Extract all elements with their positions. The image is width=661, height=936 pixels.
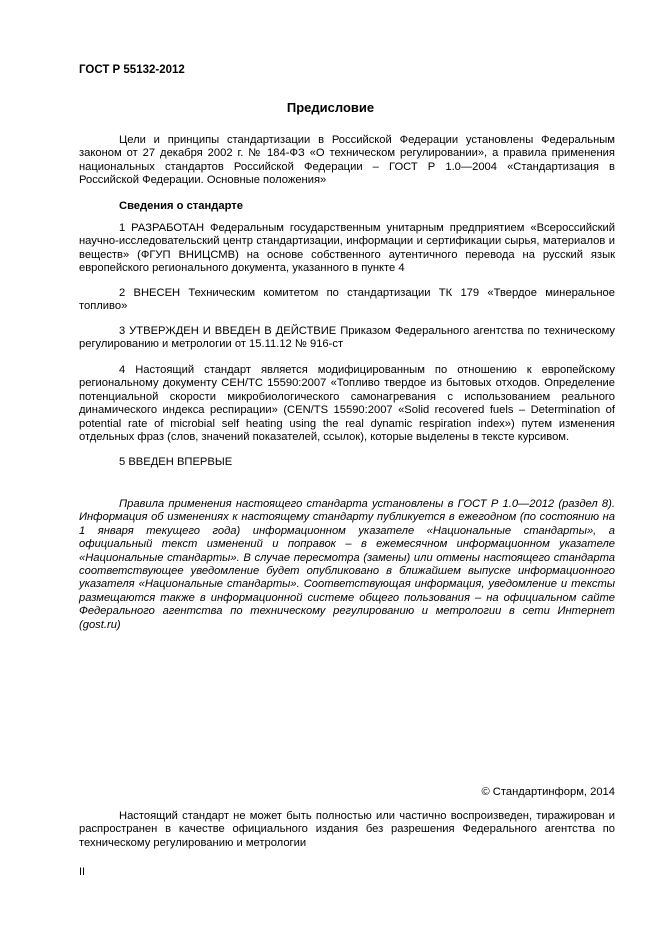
list-item-5: 5 ВВЕДЕН ВПЕРВЫЕ xyxy=(119,456,233,468)
page-number: II xyxy=(79,866,86,878)
section-heading: Сведения о стандарте xyxy=(119,200,243,212)
intro-paragraph: Цели и принципы стандартизации в Российской Федерации установлены Федеральным законом от 27 декабря 2002 г. № 184-ФЗ «О техническом регулировании», а правила применения национальных стандартов Российской Федерации – ГОСТ Р 1.0—2004 «Стандартизация в Российской Федерации. Основные положения» xyxy=(79,134,615,187)
document-id: ГОСТ Р 55132-2012 xyxy=(79,64,185,76)
list-item-4: 4 Настоящий стандарт является модифицированным по отношению к европейскому региональному документу СЕН/ТС 15590:2007 «Топливо твердое из бытовых отходов. Определение потенциальной скорости микробиологического самонагревания с использованием реального динамического индекса респирации» (CEN/TS 15590:2007 «Solid recovered fuels – Determination of potential rate of microbial self heating using the real dynamic respiration index») путем изменения отдельных фраз (слов, значений показателей, ссылок), которые выделены в тексте курсивом. xyxy=(79,364,615,444)
rules-note: Правила применения настоящего стандарта установлены в ГОСТ Р 1.0—2012 (раздел 8). Информация об изменениях к настоящему стандарту публикуется в ежегодном (по состоянию на 1 января текущего года) информационном указателе «Национальные стандарты», а официальный текст изменений и поправок – в ежемесячном информационном указателе «Национальные стандарты». В случае пересмотра (замены) или отмены настоящего стандарта соответствующее уведомление будет опубликовано в ближайшем выпуске информационного указателя «Национальные стандарты». Соответствующая информация, уведомление и тексты размещаются также в информационной системе общего пользования – на официальном сайте Федерального агентства по техническому регулированию и метрологии в сети Интернет (gost.ru) xyxy=(79,498,615,631)
reproduction-note: Настоящий стандарт не может быть полностью или частично воспроизведен, тиражирован и распространен в качестве официального издания без разрешения Федерального агентства по техническому регулированию и метрологии xyxy=(79,810,615,849)
list-item-3: 3 УТВЕРЖДЕН И ВВЕДЕН В ДЕЙСТВИЕ Приказом Федерального агентства по техническому регулированию и метрологии от 15.11.12 № 916-ст xyxy=(79,325,615,351)
list-item-1: 1 РАЗРАБОТАН Федеральным государственным унитарным предприятием «Всероссийский научно-исследовательский центр стандартизации, информации и сертификации сырья, материалов и веществ» (ФГУП ВНИЦСМВ) на основе собственного аутентичного перевода на русский язык европейского регионального документа, указанного в пункте 4 xyxy=(79,222,615,275)
copyright-line: © Стандартинформ, 2014 xyxy=(481,786,615,798)
list-item-2: 2 ВНЕСЕН Техническим комитетом по стандартизации ТК 179 «Твердое минеральное топливо» xyxy=(79,287,615,313)
page-title: Предисловие xyxy=(286,100,375,115)
